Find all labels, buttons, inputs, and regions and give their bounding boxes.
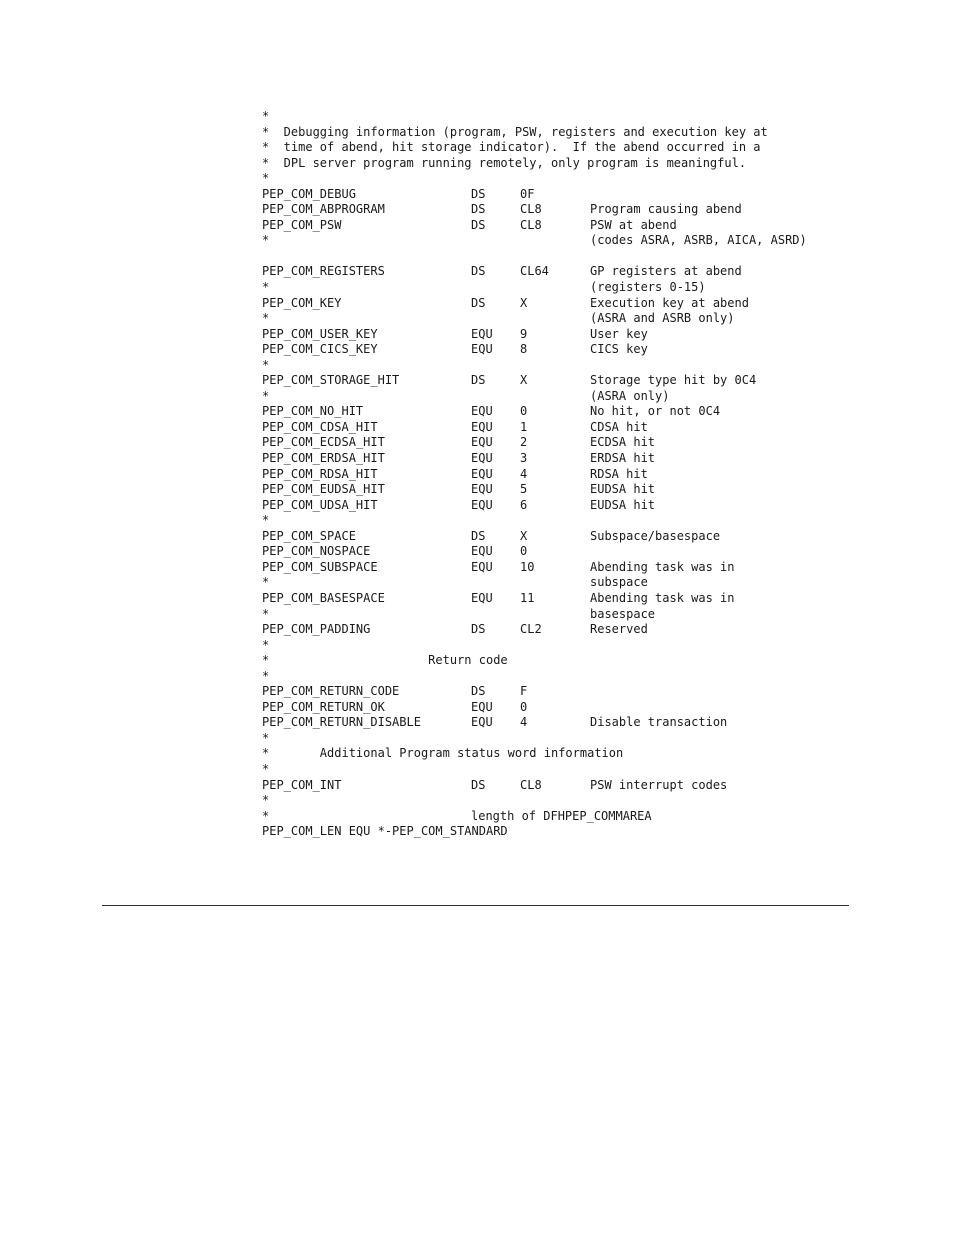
code-line [262,575,862,591]
code-line [262,373,862,389]
code-label: PEP_COM_RETURN_DISABLE [262,715,421,730]
code-opcode: DS [471,684,486,699]
code-label: PEP_COM_BASESPACE [262,590,385,605]
code-label: PEP_COM_RETURN_CODE [262,684,400,699]
code-label: PEP_COM_DEBUG [262,186,356,201]
code-label: * DPL server program running remotely, only program is meaningful. [262,155,747,170]
code-label: PEP_COM_ERDSA_HIT [262,451,385,466]
code-line [262,296,862,312]
code-label: * time of abend, hit storage indicator). If the abend occurred in a [262,140,761,155]
code-opcode: EQU [471,342,493,357]
code-line [262,529,862,545]
code-opcode: EQU [471,590,493,605]
code-label: * [262,357,270,372]
code-line [262,156,862,172]
code-label: * [262,109,270,123]
code-listing [262,109,862,840]
code-label: * [262,233,270,248]
code-line [262,560,862,576]
code-operand: 9 [520,326,528,341]
code-line [262,327,862,343]
code-comment: ECDSA hit [590,435,656,450]
code-line [262,762,862,778]
code-comment: Storage type hit by 0C4 [590,373,757,388]
code-line [262,731,862,747]
code-line [262,389,862,405]
code-comment: Reserved [590,622,648,637]
code-label: * Debugging information (program, PSW, registers and execution key at [262,124,768,139]
code-comment: (ASRA and ASRB only) [590,311,735,326]
code-opcode: EQU [471,482,493,497]
code-comment: (codes ASRA, ASRB, AICA, ASRD) [590,233,807,248]
code-label: PEP_COM_SUBSPACE [262,559,378,574]
code-opcode: EQU [471,419,493,434]
code-operand: 5 [520,482,528,497]
code-comment: PSW interrupt codes [590,777,728,792]
code-opcode: DS [471,295,486,310]
code-line [262,358,862,374]
code-label: * Additional Program status word information [262,746,624,761]
code-operand: 11 [520,590,535,605]
code-line [262,233,862,249]
code-line [262,109,862,125]
code-line [262,280,862,296]
code-comment: Subspace/basespace [590,528,721,543]
code-opcode: DS [471,202,486,217]
code-operand: 8 [520,342,528,357]
code-comment: basespace [590,606,656,621]
code-comment: PSW at abend [590,217,677,232]
code-comment: EUDSA hit [590,482,656,497]
code-label: * [262,311,270,326]
code-opcode: DS [471,528,486,543]
code-line [262,746,862,762]
code-label: PEP_COM_STORAGE_HIT [262,373,400,388]
code-operand: CL8 [520,777,542,792]
code-line [262,171,862,187]
code-operand: 2 [520,435,528,450]
code-line [262,778,862,794]
code-line [262,218,862,234]
code-label: * [262,513,270,528]
code-label: * [262,280,270,295]
code-line [262,793,862,809]
code-line [262,187,862,203]
code-operand: 0F [520,186,535,201]
code-label: PEP_COM_RETURN_OK [262,699,385,714]
code-comment: User key [590,326,648,341]
code-label: PEP_COM_PADDING [262,622,371,637]
code-line [262,482,862,498]
code-line [262,591,862,607]
code-line [262,498,862,514]
code-label: PEP_COM_ABPROGRAM [262,202,385,217]
code-operand: CL8 [520,217,542,232]
code-line [262,264,862,280]
code-line [262,202,862,218]
code-line [262,140,862,156]
code-line [262,513,862,529]
code-comment: Abending task was in [590,559,735,574]
page-footer-rule [102,905,849,906]
code-line [262,622,862,638]
code-operand: 6 [520,497,528,512]
code-operand: X [520,528,528,543]
code-comment: (ASRA only) [590,388,670,403]
code-label: * [262,793,270,808]
code-label: PEP_COM_KEY [262,295,342,310]
code-label: * [262,171,270,186]
code-label: * Return code [262,653,508,668]
code-comment: RDSA hit [590,466,648,481]
code-operand: CL8 [520,202,542,217]
code-label: PEP_COM_PSW [262,217,342,232]
code-comment: Execution key at abend [590,295,749,310]
code-label: PEP_COM_USER_KEY [262,326,378,341]
code-opcode: EQU [471,715,493,730]
code-comment: No hit, or not 0C4 [590,404,721,419]
code-operand: CL64 [520,264,549,279]
code-operand: F [520,684,528,699]
code-label: PEP_COM_LEN EQU *-PEP_COM_STANDARD [262,824,508,839]
code-line [262,467,862,483]
code-opcode: EQU [471,435,493,450]
code-label: PEP_COM_ECDSA_HIT [262,435,385,450]
code-opcode: DS [471,186,486,201]
code-operand: X [520,295,528,310]
code-line [262,669,862,685]
code-label: * [262,606,270,621]
code-opcode: EQU [471,544,493,559]
code-operand: X [520,373,528,388]
code-line [262,700,862,716]
code-line [262,342,862,358]
code-comment: CDSA hit [590,419,648,434]
code-opcode: DS [471,373,486,388]
code-label: * [262,808,270,823]
code-comment: Abending task was in [590,590,735,605]
code-line [262,125,862,141]
code-operand: 0 [520,404,528,419]
code-opcode: EQU [471,466,493,481]
code-line [262,420,862,436]
code-line [262,809,862,825]
code-operand: 1 [520,419,528,434]
code-opcode: EQU [471,559,493,574]
code-comment: Disable transaction [590,715,728,730]
code-comment: ERDSA hit [590,451,656,466]
code-opcode: length of DFHPEP_COMMAREA [471,808,652,823]
code-label: * [262,761,270,776]
code-comment: subspace [590,575,648,590]
code-label: * [262,388,270,403]
code-operand: CL2 [520,622,542,637]
code-label: PEP_COM_NOSPACE [262,544,371,559]
code-operand: 0 [520,544,528,559]
code-operand: 4 [520,715,528,730]
code-comment: EUDSA hit [590,497,656,512]
code-line [262,451,862,467]
code-opcode: DS [471,777,486,792]
code-operand: 4 [520,466,528,481]
code-opcode: DS [471,264,486,279]
code-comment: CICS key [590,342,648,357]
code-line [262,607,862,623]
code-operand: 3 [520,451,528,466]
code-opcode: EQU [471,497,493,512]
code-line [262,684,862,700]
code-label: * [262,575,270,590]
code-line [262,653,862,669]
code-line [262,824,862,840]
code-opcode: DS [471,622,486,637]
code-line [262,249,862,265]
code-label: PEP_COM_NO_HIT [262,404,364,419]
code-opcode: EQU [471,326,493,341]
code-opcode: DS [471,217,486,232]
code-opcode: EQU [471,451,493,466]
code-label: * [262,668,270,683]
code-opcode: EQU [471,699,493,714]
code-line [262,435,862,451]
code-line [262,544,862,560]
code-operand: 0 [520,699,528,714]
code-label: PEP_COM_EUDSA_HIT [262,482,385,497]
code-label: PEP_COM_REGISTERS [262,264,385,279]
code-line [262,715,862,731]
code-label: PEP_COM_RDSA_HIT [262,466,378,481]
code-comment: (registers 0-15) [590,280,706,295]
code-line [262,404,862,420]
code-label: * [262,637,270,652]
code-opcode: EQU [471,404,493,419]
code-line [262,638,862,654]
code-label: PEP_COM_CDSA_HIT [262,419,378,434]
code-comment: GP registers at abend [590,264,742,279]
code-label: PEP_COM_SPACE [262,528,356,543]
code-comment: Program causing abend [590,202,742,217]
code-operand: 10 [520,559,535,574]
code-label: PEP_COM_INT [262,777,342,792]
code-label: * [262,730,270,745]
code-line [262,311,862,327]
code-label: PEP_COM_CICS_KEY [262,342,378,357]
code-label: PEP_COM_UDSA_HIT [262,497,378,512]
